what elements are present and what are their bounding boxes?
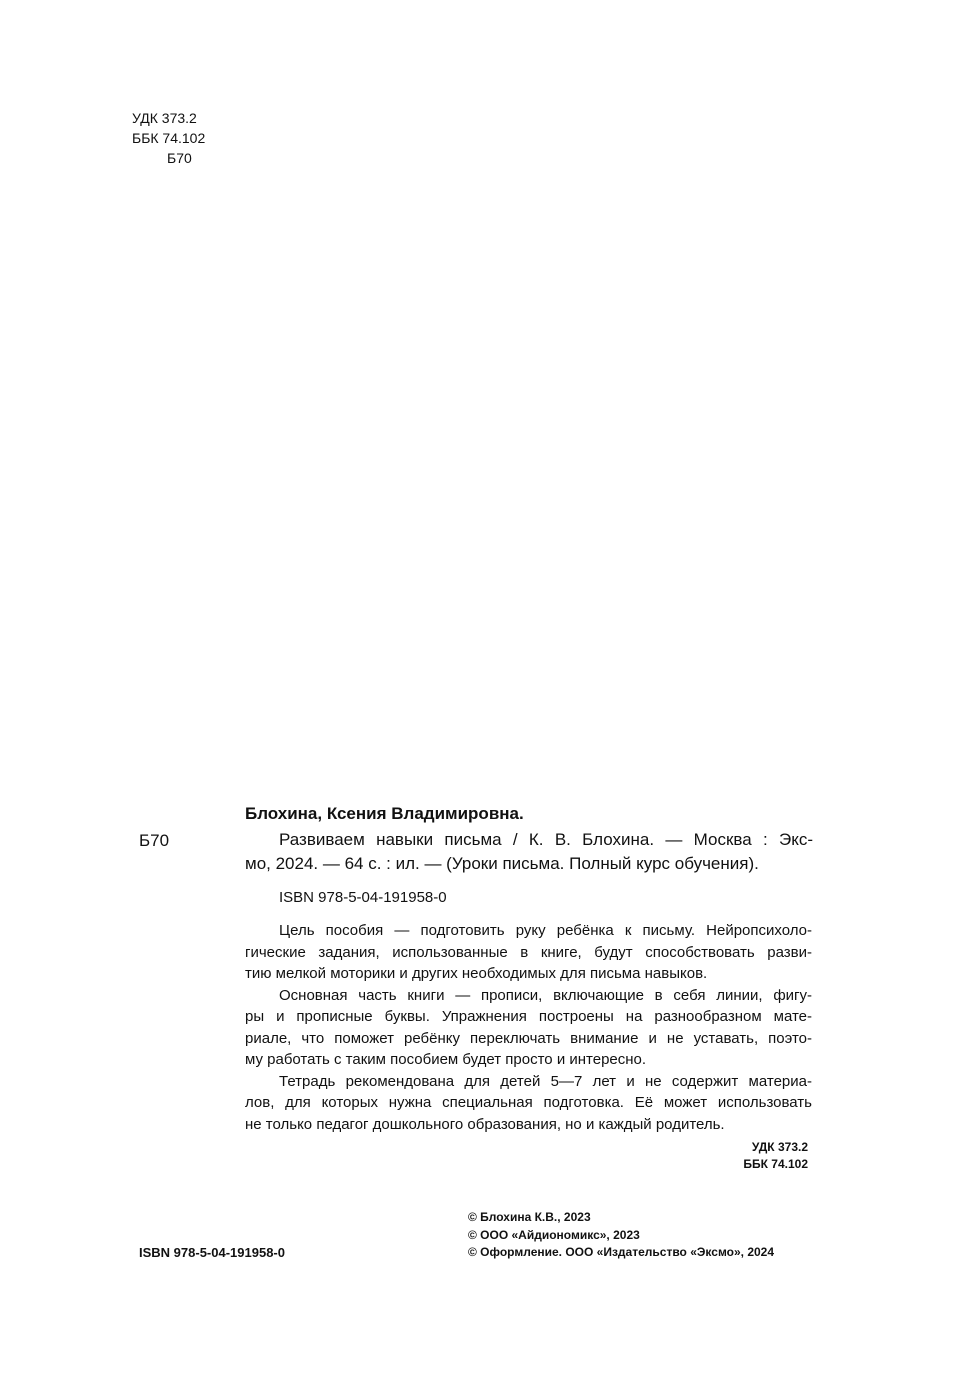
isbn-inline: ISBN 978-5-04-191958-0 xyxy=(279,889,447,906)
author-name: Блохина, Ксения Владимировна. xyxy=(245,804,524,823)
annotation-paragraph-3 xyxy=(245,1071,812,1136)
author-code: Б70 xyxy=(167,150,192,166)
udk-code-bottom: УДК 373.2 xyxy=(751,1140,808,1154)
classification-bottom xyxy=(600,1139,808,1173)
classification-top xyxy=(132,108,205,168)
copyright-line: © Блохина К.В., 2023 xyxy=(468,1210,591,1224)
bbk-code-bottom: ББК 74.102 xyxy=(743,1157,808,1171)
annotation-paragraph-1 xyxy=(245,920,812,985)
bib-line: мо, 2024. — 64 с. : ил. — (Уроки письма. Полный курс обучения). xyxy=(245,854,759,873)
author-code-side: Б70 xyxy=(139,831,170,850)
annotation-line: Цель пособия — подготовить руку ребёнка к письму. Нейропсихоло- xyxy=(279,922,812,939)
bibliographic-description xyxy=(245,828,813,876)
annotation xyxy=(245,920,812,1135)
annotation-line: не только педагог дошкольного образования, но и каждый родитель. xyxy=(245,1115,725,1133)
copyright-line: © ООО «Айдиономикс», 2023 xyxy=(468,1227,640,1242)
annotation-line: риале, что поможет ребёнку переключать внимание и не уставать, поэто- xyxy=(245,1029,812,1047)
annotation-line: ры и прописные буквы. Упражнения построены на разнообразном мате- xyxy=(245,1008,812,1025)
bib-line: Развиваем навыки письма / К. В. Блохина. — Москва : Экс- xyxy=(279,830,813,849)
copyright-block xyxy=(468,1209,774,1262)
annotation-line: Основная часть книги — прописи, включающие в себя линии, фигу- xyxy=(279,986,812,1004)
annotation-line: лов, для которых нужна специальная подготовка. Её может использовать xyxy=(245,1094,812,1111)
copyright-line: © Оформление. ООО «Издательство «Эксмо», 2024 xyxy=(468,1245,775,1259)
bbk-code: ББК 74.102 xyxy=(132,130,206,146)
annotation-line: тию мелкой моторики и других необходимых для письма навыков. xyxy=(245,965,708,982)
isbn-bottom: ISBN 978-5-04-191958-0 xyxy=(139,1245,285,1260)
annotation-line: Тетрадь рекомендована для детей 5—7 лет и не содержит материа- xyxy=(279,1072,812,1090)
annotation-paragraph-2 xyxy=(245,985,812,1071)
udk-code: УДК 373.2 xyxy=(132,110,197,126)
annotation-line: му работать с таким пособием будет просто и интересно. xyxy=(245,1051,647,1068)
annotation-line: гические задания, использованные в книге, будут способствовать разви- xyxy=(245,943,812,961)
